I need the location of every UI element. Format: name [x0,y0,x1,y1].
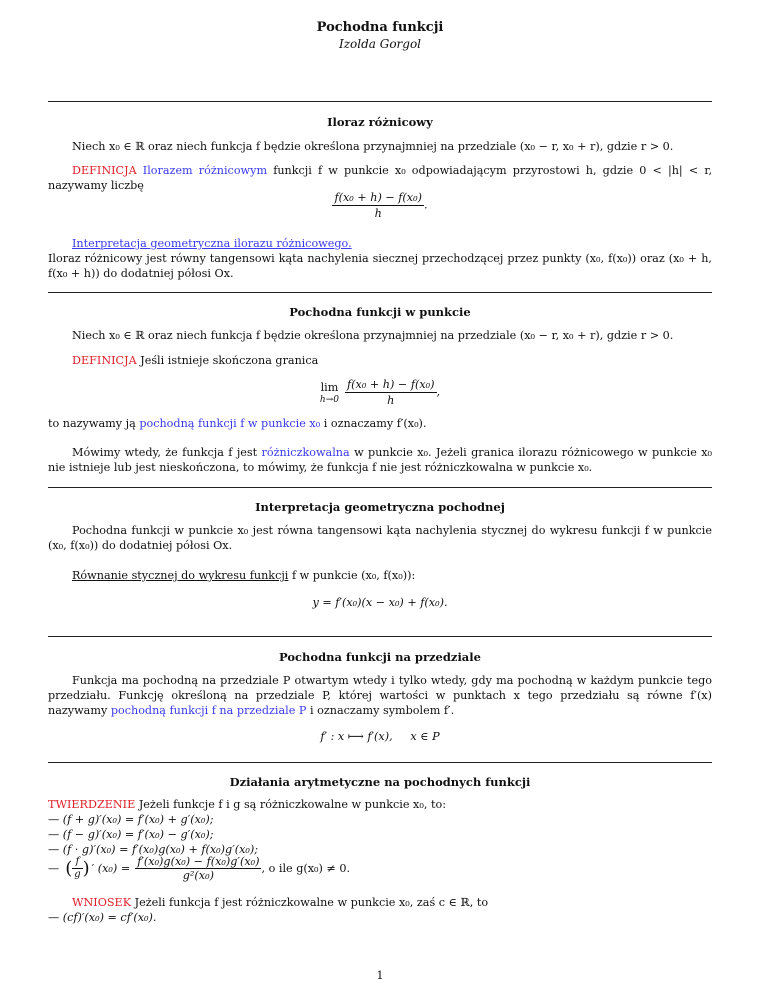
rule-difference: — (f − g)′(x₀) = f′(x₀) − g′(x₀); [48,828,214,841]
paragraph-intro-1: Niech x₀ ∈ ℝ oraz niech funkcja f będzie określona przynajmniej na przedziale (x₀ − r, x₀ + r), gdzie r > 0. [72,140,674,153]
defined-term: pochodną funkcji f na przedziale P [110,704,307,717]
tangent-equation-title: Równanie stycznej do wykresu funkcji f w punkcie (x₀, f(x₀)): [72,569,416,582]
definition-text: funkcji f w punkcie x₀ odpowiadającym przyrostowi h, gdzie 0 < |h| < r, nazywamy liczbę [48,164,713,192]
derivative-limit-formula [48,377,712,408]
corollary-statement: WNIOSEK Jeżeli funkcja f jest różniczkowalne w punkcie x₀, zaś c ∈ ℝ, to [72,896,489,909]
rule-sum: — (f + g)′(x₀) = f′(x₀) + g′(x₀); [48,813,214,826]
fraction-tail: , [436,385,441,399]
corollary-label: WNIOSEK [72,896,132,909]
rule-quotient: — ( $\frac{f}{g}$ ) ′ (x₀) = $\frac{\text{f′(x₀)g(x₀) − f(x₀)g′(x₀)}}{\text{g²(x₀)}}$ , o ile g(x₀) ≠ 0. [48,855,351,882]
geometric-interpretation-text: Pochodna funkcji w punkcie x₀ jest równa tangensowi kąta nachylenia stycznej do wykresu funkcji f w punkcie (x₀, f(x₀)) do dodatniej półosi Ox. [48,524,712,552]
section-heading-na-przedziale: Pochodna funkcji na przedziale [279,650,481,664]
theorem-statement: TWIERDZENIE Jeżeli funkcje f i g są różniczkowalne w punkcie x₀, to: [48,798,446,811]
derivative-definition-conclusion: to nazywamy ją pochodną funkcji f w punkcie x₀ i oznaczamy f′(x₀). [48,417,427,430]
section-rule [48,762,712,763]
fraction-denominator: h [387,394,395,407]
defined-term: pochodną funkcji f w punkcie x₀ [139,417,321,430]
section-heading-dzialania: Działania arytmetyczne na pochodnych funkcji [229,775,531,789]
difference-quotient-formula [48,190,712,221]
definition-label: DEFINICJA [72,164,137,177]
section-rule [48,636,712,637]
section-rule [48,101,712,102]
tangent-equation: y = f′(x₀)(x − x₀) + f(x₀). [312,596,448,609]
defined-term: Ilorazem różnicowym [142,164,268,177]
section-rule [48,292,712,293]
definition-label: DEFINICJA [72,354,137,367]
definition-text: Jeśli istnieje skończona granica [136,354,319,367]
defined-term: różniczkowalna [261,446,350,459]
derivative-function-mapping: f′ : x ⟼ f′(x), x ∈ P [320,730,440,743]
rule-product: — (f · g)′(x₀) = f′(x₀)g(x₀) + f(x₀)g′(x₀); [48,843,259,856]
interpretation-title: Interpretacja geometryczna ilorazu różnicowego. [72,237,352,250]
limit-subscript: h→0 [319,395,339,405]
rule-constant-multiple: — (cf)′(x₀) = cf′(x₀). [48,911,157,924]
page-number: 1 [376,969,384,982]
differentiability-paragraph: Mówimy wtedy, że funkcja f jest różniczkowalna w punkcie x₀. Jeżeli granica ilorazu różnicowego w punkcie x₀ nie istnieje lub jest nieskończona, to mówimy, że funkcja f nie jest różniczkowalna w punkcie x₀. [48,446,712,474]
document-author: Izolda Gorgol [338,37,422,51]
fraction-numerator: f(x₀ + h) − f(x₀) [347,378,435,391]
fraction-denominator: h [374,207,382,220]
section-heading-interpretacja: Interpretacja geometryczna pochodnej [255,500,505,514]
theorem-label: TWIERDZENIE [48,798,136,811]
interpretation-text: Iloraz różnicowy jest równy tangensowi kąta nachylenia siecznej przechodzącej przez punkty (x₀, f(x₀)) oraz (x₀ + h, f(x₀ + h)) do dodatniej półosi Ox. [48,252,712,280]
paragraph-intro-2: Niech x₀ ∈ ℝ oraz niech funkcja f będzie określona przynajmniej na przedziale (x₀ − r, x₀ + r), gdzie r > 0. [72,329,674,342]
interval-derivative-paragraph: Funkcja ma pochodną na przedziale P otwartym wtedy i tylko wtedy, gdy ma pochodną w każdym punkcie tego przedziału. Funkcję określoną na przedziale P, której wartości w punktach x tego przedziału są równe f′(x) nazywamy pochodną funkcji f na przedziale P i oznaczamy symbolem f′. [48,674,712,717]
definition-1 [48,163,712,193]
section-heading-iloraz: Iloraz różnicowy [327,115,433,129]
section-heading-pochodna-w-punkcie: Pochodna funkcji w punkcie [289,305,471,319]
limit-operator: lim [320,381,339,394]
fraction-numerator: f(x₀ + h) − f(x₀) [334,191,422,204]
definition-2 [48,353,712,368]
fraction-tail: . [423,198,428,212]
section-rule [48,487,712,488]
document-title: Pochodna funkcji [316,20,444,35]
